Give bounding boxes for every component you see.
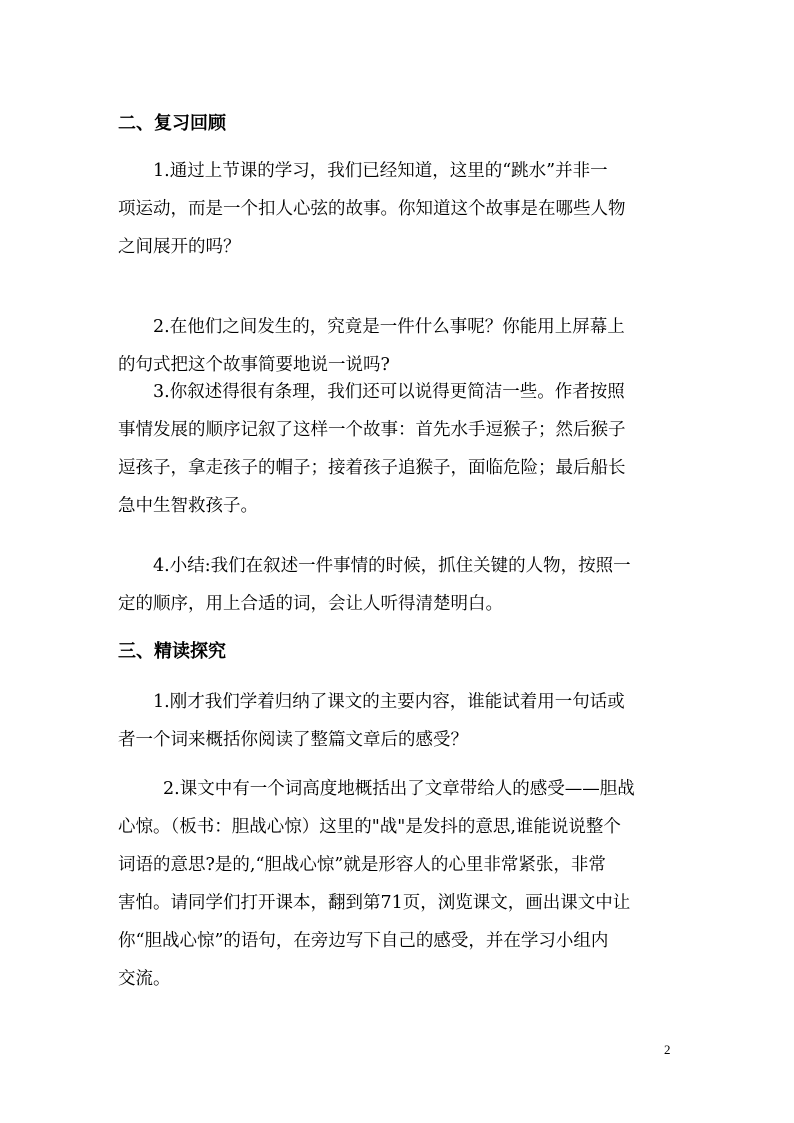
text-line: 词语的意思?是的,“胆战心惊”就是形容人的心里非常紧张，非常 [118, 855, 606, 875]
text-line: 之间展开的吗？ [118, 237, 241, 257]
text-line: 3.你叙述得很有条理，我们还可以说得更简洁一些。作者按照 [153, 382, 625, 402]
paragraph-reading-1 [118, 683, 678, 759]
text-line: 事情发展的顺序记叙了这样一个故事：首先水手逗猴子；然后猴子 [118, 420, 626, 440]
text-line: 的句式把这个故事简要地说一说吗? [118, 355, 390, 375]
paragraph-review-1 [118, 152, 678, 266]
text-line: 急中生智救孩子。 [118, 496, 258, 516]
section-heading-close-reading: 三、精读探究 [118, 641, 226, 662]
text-line: 你“胆战心惊”的语句，在旁边写下自己的感受，并在学习小组内 [118, 931, 609, 951]
paragraph-review-4 [118, 547, 678, 623]
page-number: 2 [664, 1042, 671, 1057]
text-line: 1.通过上节课的学习，我们已经知道，这里的“跳水”并非一 [153, 161, 608, 181]
paragraph-reading-2 [118, 770, 678, 998]
text-line: 1.刚才我们学着归纳了课文的主要内容，谁能试着用一句话或 [153, 692, 625, 712]
paragraph-review-3 [118, 373, 678, 525]
text-line: 交流。 [118, 969, 171, 989]
text-line: 者一个词来概括你阅读了整篇文章后的感受？ [118, 730, 468, 750]
text-line: 定的顺序，用上合适的词，会让人听得清楚明白。 [118, 594, 503, 614]
section-heading-review: 二、复习回顾 [118, 113, 226, 134]
text-line: 害怕。请同学们打开课本，翻到第71页，浏览课文，画出课文中让 [118, 893, 631, 913]
text-line: 4.小结:我们在叙述一件事情的时候，抓住关键的人物，按照一 [153, 556, 631, 576]
text-line: 心惊。（板书：胆战心惊）这里的"战"是发抖的意思,谁能说说整个 [118, 817, 621, 837]
text-line: 项运动，而是一个扣人心弦的故事。你知道这个故事是在哪些人物 [118, 199, 626, 219]
text-line: 2.课文中有一个词高度地概括出了文章带给人的感受——胆战 [163, 779, 635, 799]
text-line: 2.在他们之间发生的，究竟是一件什么事呢？你能用上屏幕上 [153, 317, 625, 337]
text-line: 逗孩子，拿走孩子的帽子；接着孩子追猴子，面临危险；最后船长 [118, 458, 626, 478]
